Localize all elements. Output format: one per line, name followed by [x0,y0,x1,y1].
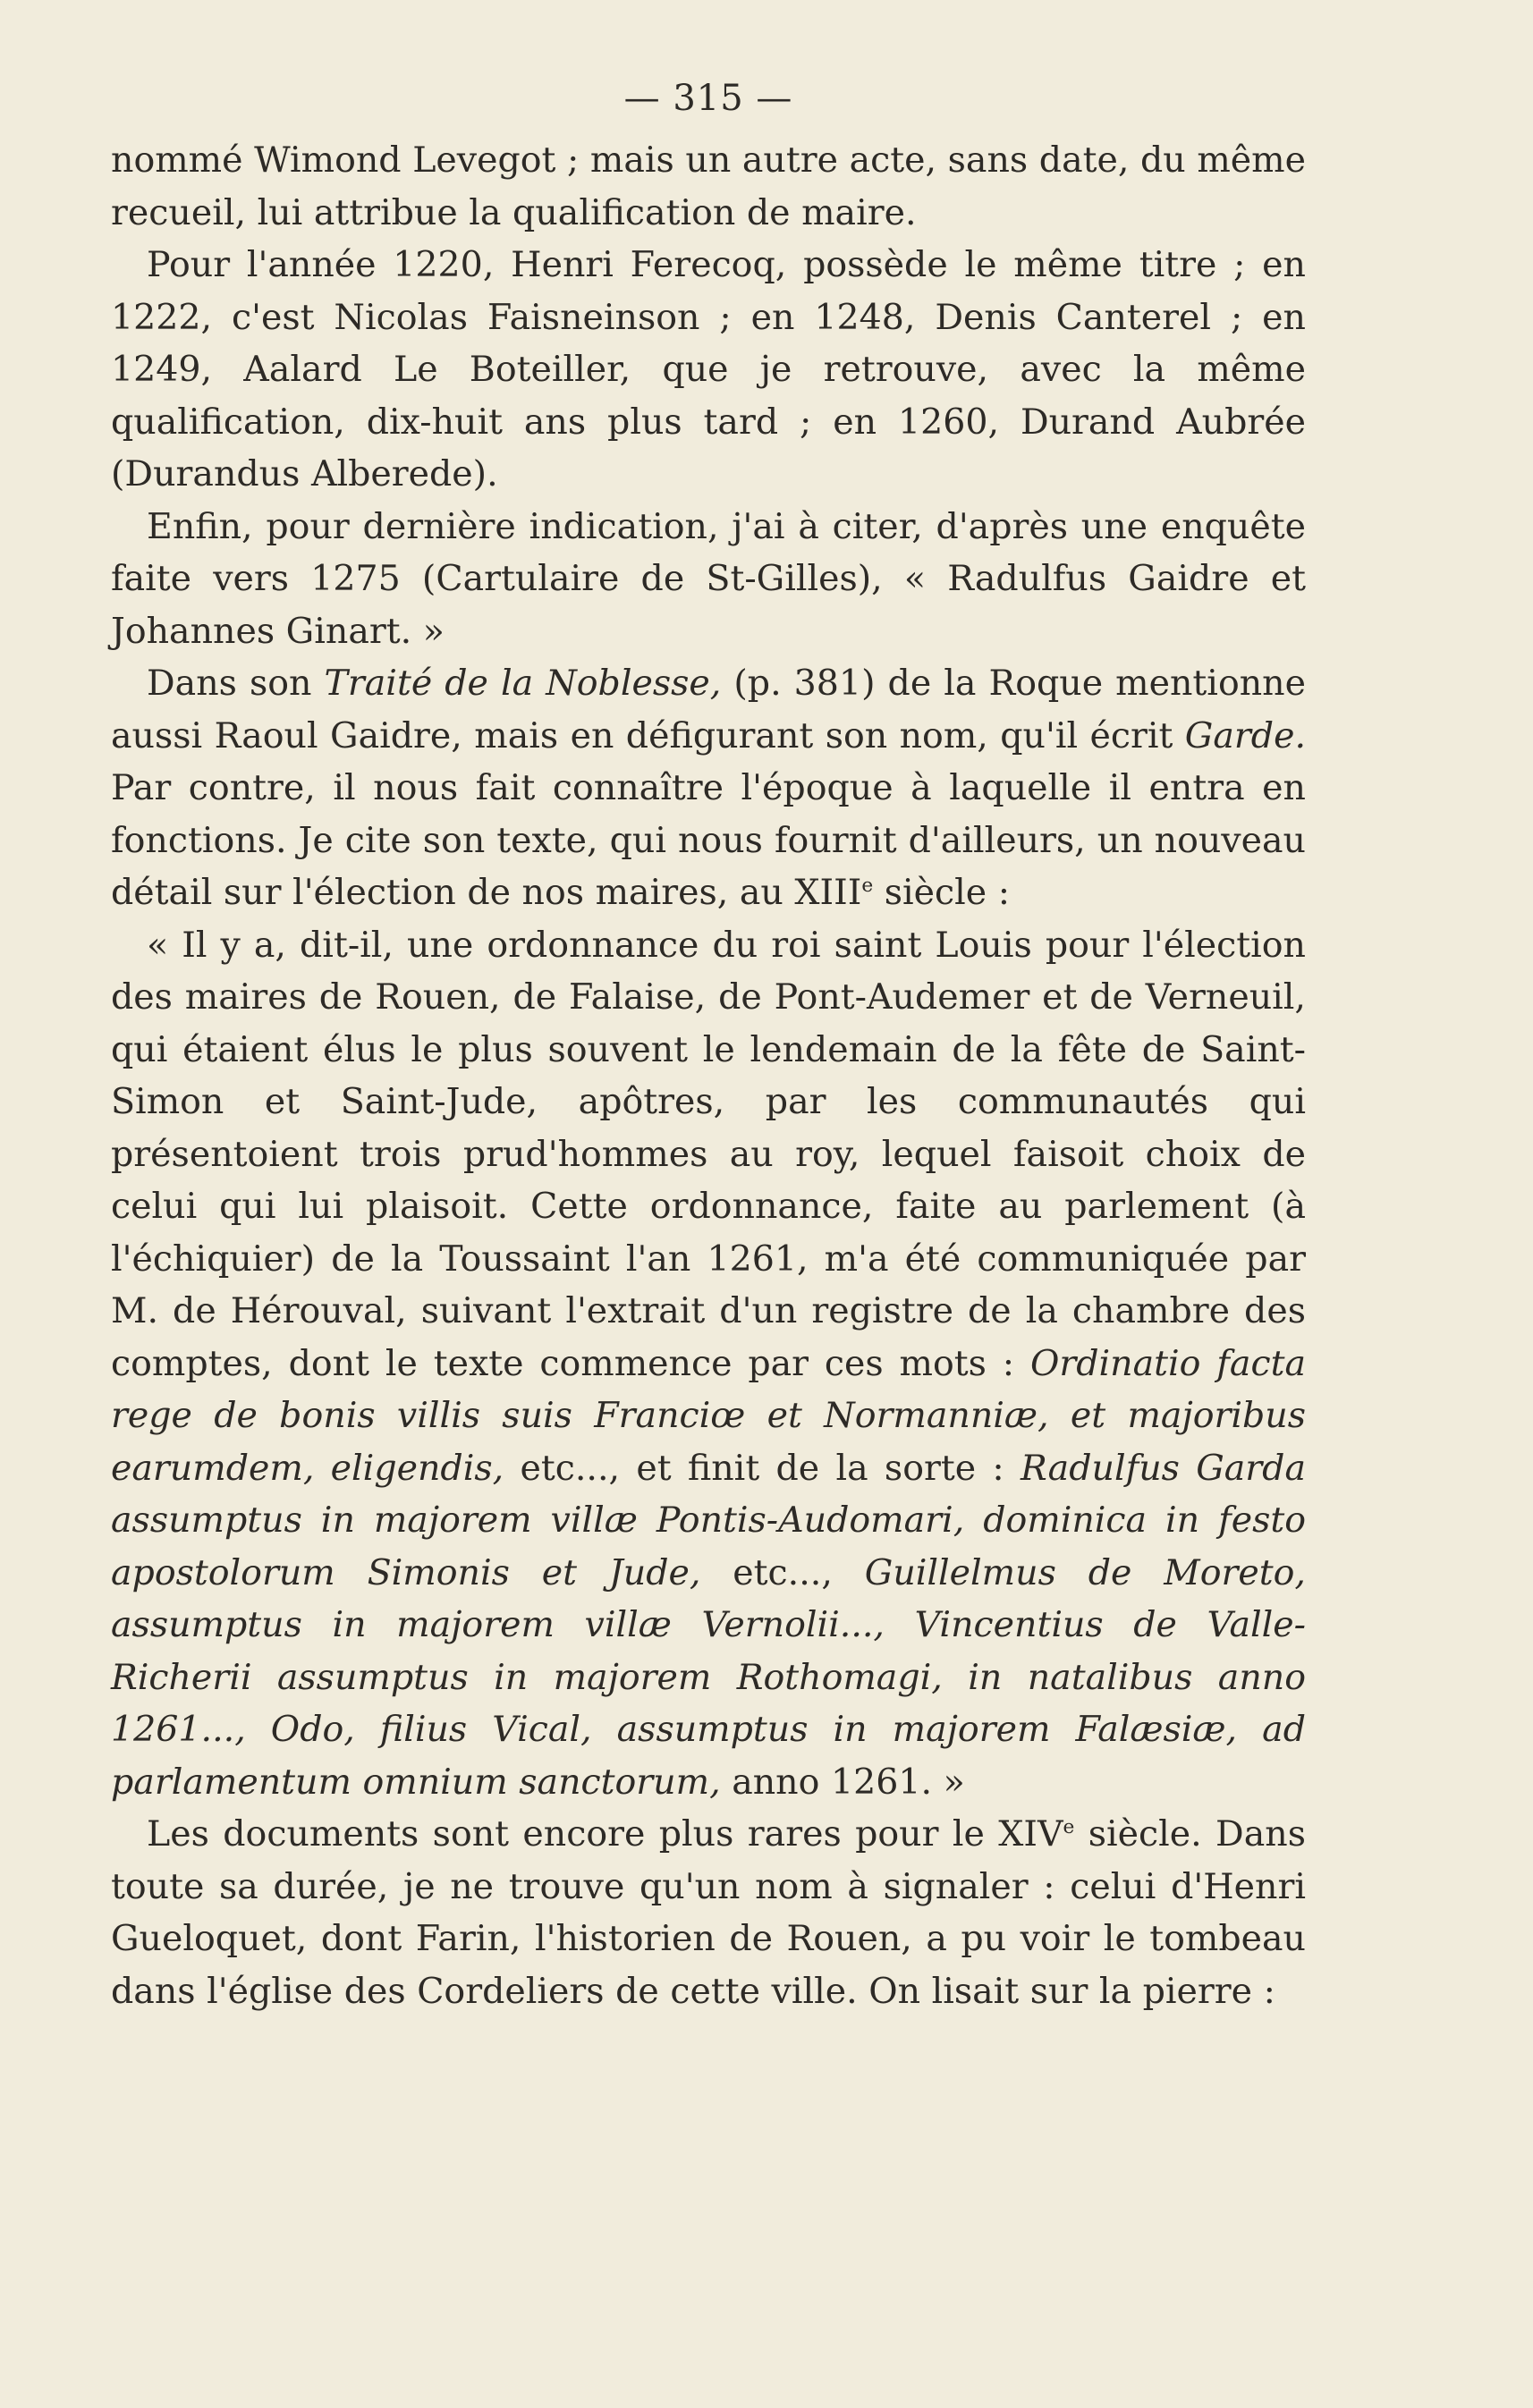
p4-text-g: siècle : [873,872,1011,913]
paragraph-6 [111,1808,1306,2017]
p4-text-c: (p. 381) de la Roque mentionne aussi Raoul Gaidre, mais en défigurant son nom, qu'il écrit [111,663,1306,756]
p4-text-e: Par contre, il nous fait connaître l'époque à laquelle il entra en fonctions. Je cite son texte, qui nous fournit d'ailleurs, un nouveau détail sur l'élection de nos maires, au XIII [111,767,1306,913]
p4-text-a: Dans son [147,663,325,704]
paragraph-2: Pour l'année 1220, Henri Ferecoq, possède le même titre ; en 1222, c'est Nicolas Faisneinson ; en 1248, Denis Canterel ; en 1249, Aalard Le Boteiller, que je retrouve, avec la même qualification, dix-huit ans plus tard ; en 1260, Durand Aubrée (Durandus Alberede). [111,244,1306,494]
paragraph-5-quotation [111,919,1306,1809]
p4-book-title: Traité de la Noblesse, [324,663,722,704]
paragraph-1: nommé Wimond Levegot ; mais un autre acte, sans date, du même recueil, lui attribue la qualification de maire. [111,139,1306,233]
paragraph-4 [111,657,1306,919]
p5-text-g: anno 1261. » [720,1761,965,1803]
p5-latin-2: Radulfus Garda assumptus in majorem villæ Pontis-Audomari, dominica in festo apostolorum Simonis et Jude, [111,1447,1307,1593]
p5-latin-1: Ordinatio facta rege de bonis villis suis Franciœ et Normanniæ, et majoribus earumdem, eligendis, [111,1342,1306,1489]
p6-superscript: e [1063,1815,1075,1838]
page-number: — 315 — [623,78,793,119]
p6-text-c: siècle. Dans toute sa durée, je ne trouve qu'un nom à signaler : celui d'Henri Gueloquet, dont Farin, l'historien de Rouen, a pu voir le tombeau dans l'église des Cordeliers de cette ville. On lisait sur la pierre : [111,1813,1306,2012]
p5-latin-3: Guillelmus de Moreto, assumptus in majorem villæ Vernolii..., Vincentius de Valle-Richerii assumptus in majorem Rothomagi, in natalibus anno 1261..., Odo, filius Vical, assumptus in majorem Falæsiæ, ad parlamentum omnium sanctorum, [111,1551,1306,1803]
paragraph-3: Enfin, pour dernière indication, j'ai à citer, d'après une enquête faite vers 1275 (Cartulaire de St-Gilles), « Radulfus Gaidre et Johannes Ginart. » [111,505,1306,652]
p4-superscript: e [861,874,874,897]
p6-text-a: Les documents sont encore plus rares pour le XIV [147,1813,1063,1855]
p5-text-a: « Il y a, dit-il, une ordonnance du roi saint Louis pour l'élection des maires de Rouen, de Falaise, de Pont-Audemer et de Verneuil, qui étaient élus le plus souvent le lendemain de la fête de Saint-Simon et Saint-Jude, apôtres, par les communautés qui présentoient trois prud'hommes au roy, lequel faisoit choix de celui qui lui plaisoit. Cette ordonnance, faite au parlement (à l'échiquier) de la Toussaint l'an 1261, m'a été communiquée par M. de Hérouval, suivant l'extrait d'un registre de la chambre des comptes, dont le texte commence par ces mots : [111,924,1306,1384]
p4-garde: Garde. [1184,714,1306,756]
p5-text-c: etc..., et finit de la sorte : [504,1447,1021,1489]
p5-text-e: etc..., [700,1551,865,1593]
book-page [111,77,1306,2017]
